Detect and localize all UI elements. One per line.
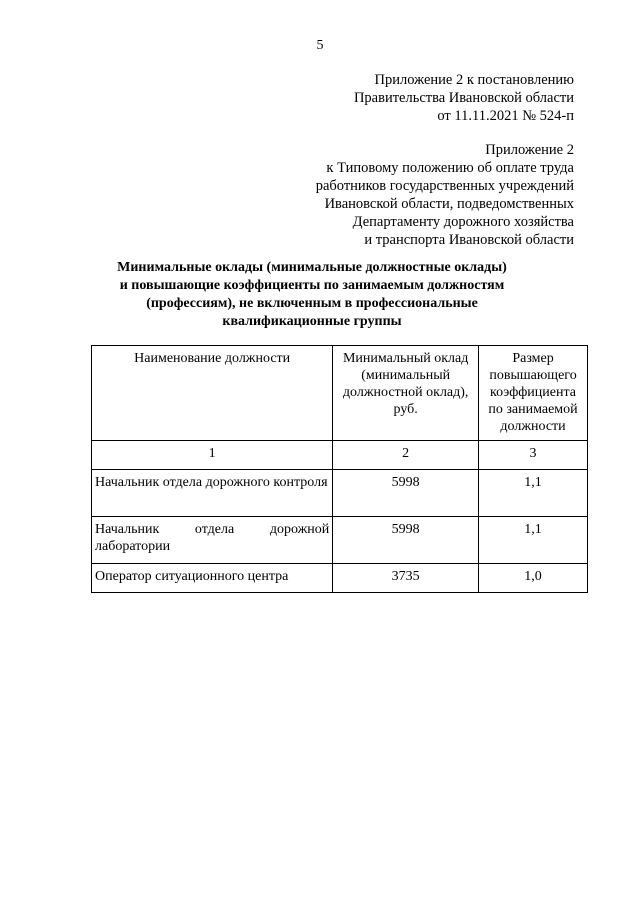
column-number: 2 [333, 441, 479, 470]
appendix-header-line: Приложение 2 к постановлению [374, 72, 574, 88]
header-position: Наименование должности [92, 346, 333, 441]
table-header-row [92, 346, 588, 441]
table-row [92, 517, 588, 564]
appendix-sub-line: и транспорта Ивановской области [364, 232, 574, 248]
coefficient-cell: 1,0 [479, 564, 588, 593]
appendix-sub-line: работников государственных учреждений [315, 178, 574, 194]
column-number: 1 [92, 441, 333, 470]
appendix-sub-header [316, 141, 574, 249]
table-row [92, 564, 588, 593]
salary-cell: 5998 [333, 470, 479, 517]
coefficient-cell: 1,1 [479, 517, 588, 564]
header-salary: Минимальный оклад (минимальный должностной оклад), руб. [333, 346, 479, 441]
appendix-sub-line: к Типовому положению об оплате труда [326, 160, 574, 176]
coefficient-cell: 1,1 [479, 470, 588, 517]
salary-cell: 5998 [333, 517, 479, 564]
appendix-header [354, 71, 574, 125]
column-number: 3 [479, 441, 588, 470]
table-row [92, 470, 588, 517]
appendix-header-line: от 11.11.2021 № 524-п [437, 108, 574, 124]
appendix-sub-line: Приложение 2 [485, 142, 574, 158]
appendix-header-line: Правительства Ивановской области [353, 90, 574, 106]
appendix-sub-line: Департаменту дорожного хозяйства [352, 214, 574, 230]
page-number: 5 [316, 38, 324, 53]
salary-cell: 3735 [333, 564, 479, 593]
header-coefficient: Размер повышающего коэффициента по занимаемой должности [479, 346, 588, 441]
salary-table [91, 345, 588, 593]
position-cell: Начальник отдела дорожного контроля [92, 470, 333, 517]
title-line: (профессиям), не включенным в профессиональные [146, 296, 478, 311]
title-line: Минимальные оклады (минимальные должностные оклады) [117, 260, 507, 275]
table-column-numbers-row [92, 441, 588, 470]
title-line: квалификационные группы [222, 314, 402, 329]
appendix-sub-line: Ивановской области, подведомственных [324, 196, 574, 212]
title-line: и повышающие коэффициенты по занимаемым должностям [119, 278, 505, 293]
document-title [92, 259, 532, 331]
position-cell: Начальник отдела дорожной лаборатории [92, 517, 333, 564]
position-cell: Оператор ситуационного центра [92, 564, 333, 593]
